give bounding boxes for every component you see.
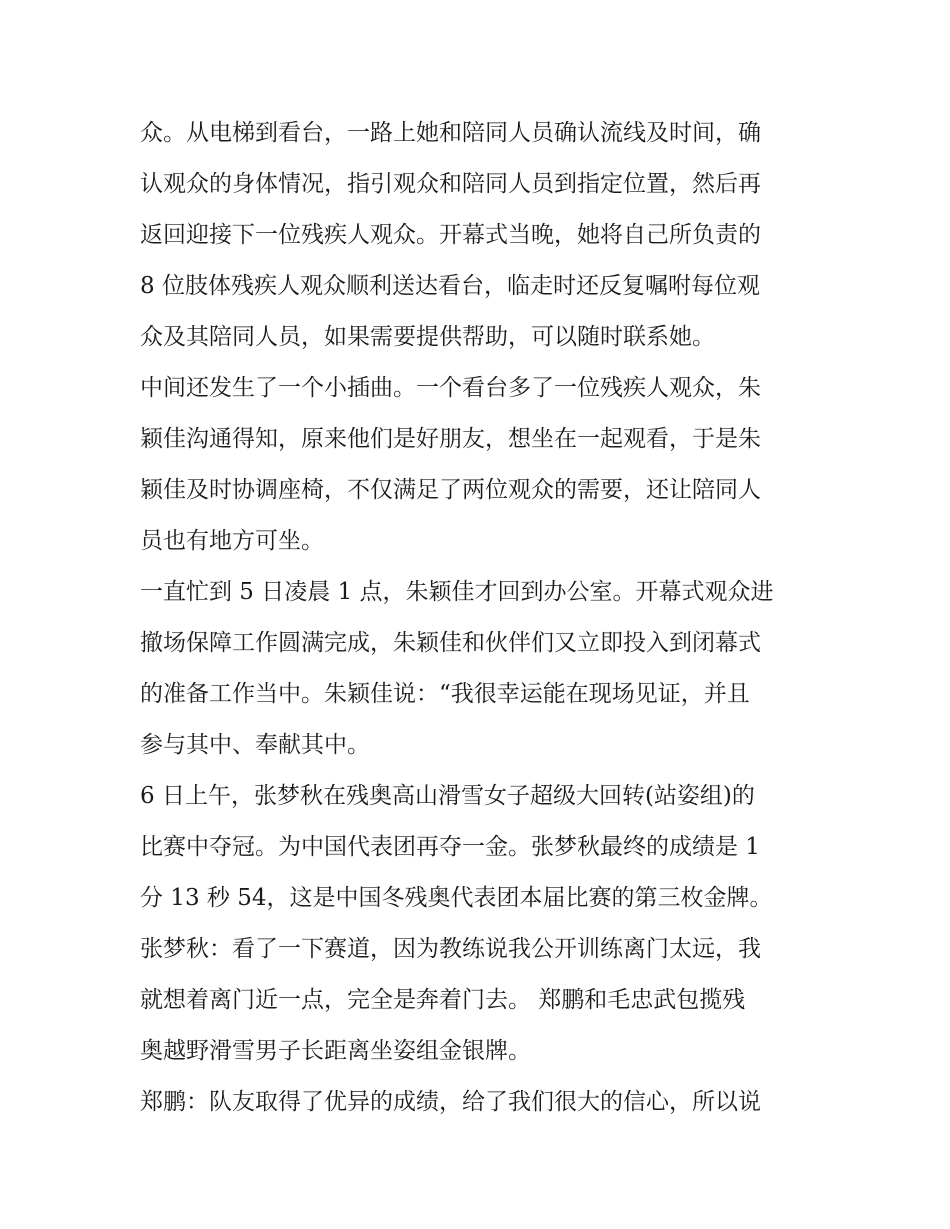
text-line: 就想着离门近一点，完全是奔着门去。 郑鹏和毛忠武包揽残 <box>140 987 746 1013</box>
text-line: 郑鹏：队友取得了优异的成绩，给了我们很大的信心，所以说 <box>140 1089 761 1115</box>
text-line: 颖佳沟通得知，原来他们是好朋友，想坐在一起观看，于是朱 <box>140 426 761 452</box>
text-line: 返回迎接下一位残疾人观众。开幕式当晚，她将自己所负责的 <box>140 222 761 248</box>
text-line: 张梦秋：看了一下赛道，因为教练说我公开训练离门太远，我 <box>140 936 761 962</box>
text-line: 奥越野滑雪男子长距离坐姿组金银牌。 <box>140 1038 531 1064</box>
text-line: 众。从电梯到看台，一路上她和陪同人员确认流线及时间，确 <box>140 120 761 146</box>
text-line: 众及其陪同人员，如果需要提供帮助，可以随时联系她。 <box>140 324 715 350</box>
text-line: 8 位肢体残疾人观众顺利送达看台，临走时还反复嘱咐每位观 <box>140 273 760 299</box>
text-line: 员也有地方可坐。 <box>140 528 324 554</box>
text-line: 的准备工作当中。朱颖佳说：“我很幸运能在现场见证，并且 <box>140 681 750 707</box>
text-line: 一直忙到 5 日凌晨 1 点，朱颖佳才回到办公室。开幕式观众进 <box>140 579 774 605</box>
text-line: 比赛中夺冠。为中国代表团再夺一金。张梦秋最终的成绩是 1 <box>140 834 760 860</box>
text-line: 分 13 秒 54，这是中国冬残奥代表团本届比赛的第三枚金牌。 <box>140 885 773 911</box>
text-line: 中间还发生了一个小插曲。一个看台多了一位残疾人观众，朱 <box>140 375 761 401</box>
article-body <box>140 108 820 1128</box>
text-line: 参与其中、奉献其中。 <box>140 732 370 758</box>
text-line: 撤场保障工作圆满完成，朱颖佳和伙伴们又立即投入到闭幕式 <box>140 630 761 656</box>
text-line: 认观众的身体情况，指引观众和陪同人员到指定位置，然后再 <box>140 171 761 197</box>
text-line: 颖佳及时协调座椅，不仅满足了两位观众的需要，还让陪同人 <box>140 477 761 503</box>
text-line: 6 日上午，张梦秋在残奥高山滑雪女子超级大回转(站姿组)的 <box>140 783 755 809</box>
